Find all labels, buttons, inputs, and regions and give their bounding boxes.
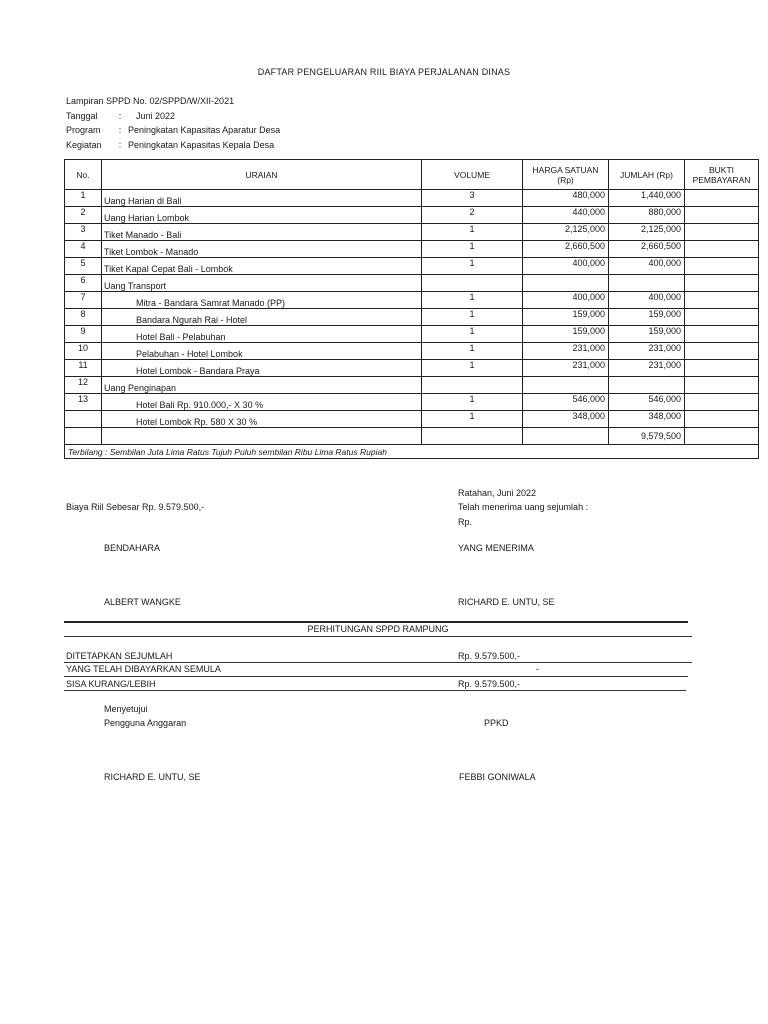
meta-key: Program	[66, 125, 101, 135]
table-row	[65, 411, 759, 428]
row-jumlah: 231,000	[609, 343, 685, 360]
row-no: 9	[65, 326, 102, 343]
biaya-riil-statement: Biaya Riil Sebesar Rp. 9.579.500,-	[66, 502, 205, 512]
row-jumlah: 400,000	[609, 292, 685, 309]
row-harga-satuan	[523, 275, 609, 292]
row-uraian: Uang Transport	[102, 275, 422, 292]
row-no: 11	[65, 360, 102, 377]
table-row	[65, 309, 759, 326]
penerima-name: RICHARD E. UNTU, SE	[458, 597, 555, 607]
table-row	[65, 224, 759, 241]
row-harga-satuan	[523, 377, 609, 394]
row-bukti	[685, 258, 759, 275]
table-row	[65, 343, 759, 360]
row-uraian: Pelabuhan - Hotel Lombok	[102, 343, 422, 360]
row-uraian: Uang Harian Lombok	[102, 207, 422, 224]
row-harga-satuan: 2,125,000	[523, 224, 609, 241]
menyetujui-label: Menyetujui	[104, 704, 148, 714]
row-volume	[422, 275, 523, 292]
row-uraian: Uang Penginapan	[102, 377, 422, 394]
place-date: Ratahan, Juni 2022	[458, 488, 537, 498]
row-jumlah: 1,440,000	[609, 190, 685, 207]
row-no: 13	[65, 394, 102, 411]
total-uraian-cell	[102, 428, 422, 445]
row-uraian: Tiket Lombok - Manado	[102, 241, 422, 258]
penerima-role: YANG MENERIMA	[458, 543, 534, 553]
row-bukti	[685, 343, 759, 360]
row-volume: 3	[422, 190, 523, 207]
row-volume: 1	[422, 394, 523, 411]
row-harga-satuan: 546,000	[523, 394, 609, 411]
row-harga-satuan: 400,000	[523, 258, 609, 275]
table-header-row	[65, 160, 759, 190]
row-jumlah: 2,125,000	[609, 224, 685, 241]
row-bukti	[685, 309, 759, 326]
row-volume: 1	[422, 343, 523, 360]
row-no	[65, 411, 102, 428]
header-volume: VOLUME	[422, 160, 523, 190]
row-harga-satuan: 440,000	[523, 207, 609, 224]
rampung-title-divider	[64, 636, 692, 637]
terbilang-row	[65, 445, 759, 459]
header-uraian: URAIAN	[102, 160, 422, 190]
rampung-label-sisa: SISA KURANG/LEBIH	[66, 679, 156, 689]
table-row	[65, 394, 759, 411]
row-uraian: Hotel Bali Rp. 910.000,- X 30 %	[102, 394, 422, 411]
row-jumlah	[609, 275, 685, 292]
meta-sep: :	[118, 139, 122, 150]
meta-sep: :	[118, 110, 122, 121]
row-volume: 1	[422, 292, 523, 309]
row-volume: 1	[422, 258, 523, 275]
row-volume: 1	[422, 241, 523, 258]
row-uraian: Hotel Bali - Pelabuhan	[102, 326, 422, 343]
meta-row-kegiatan	[66, 138, 280, 153]
total-bukti-cell	[685, 428, 759, 445]
row-harga-satuan: 159,000	[523, 309, 609, 326]
document-meta	[66, 94, 280, 152]
row-no: 6	[65, 275, 102, 292]
meta-value: Juni 2022	[136, 110, 176, 121]
row-bukti	[685, 326, 759, 343]
row-uraian: Hotel Lombok Rp. 580 X 30 %	[102, 411, 422, 428]
row-no: 2	[65, 207, 102, 224]
row-bukti	[685, 241, 759, 258]
row-volume: 1	[422, 326, 523, 343]
row-volume: 1	[422, 411, 523, 428]
ppkd-name: FEBBI GONIWALA	[459, 772, 536, 782]
table-row	[65, 207, 759, 224]
row-jumlah: 400,000	[609, 258, 685, 275]
header-no: No.	[65, 160, 102, 190]
header-bukti-pembayaran: BUKTI PEMBAYARAN	[685, 160, 759, 190]
row-jumlah	[609, 377, 685, 394]
row-harga-satuan: 348,000	[523, 411, 609, 428]
meta-row-tanggal	[66, 109, 280, 124]
row-harga-satuan: 159,000	[523, 326, 609, 343]
row-no: 5	[65, 258, 102, 275]
meta-key: Kegiatan	[66, 139, 102, 150]
table-row	[65, 326, 759, 343]
row-uraian: Uang Harian di Bali	[102, 190, 422, 207]
row-no: 3	[65, 224, 102, 241]
document-title: DAFTAR PENGELUARAN RIIL BIAYA PERJALANAN DINAS	[257, 67, 511, 77]
header-harga-satuan: HARGA SATUAN (Rp)	[523, 160, 609, 190]
header-jumlah: JUMLAH (Rp)	[609, 160, 685, 190]
table-row	[65, 241, 759, 258]
terbilang-text: Terbilang : Sembilan Juta Lima Ratus Tujuh Puluh sembilan Ribu Lima Ratus Rupiah	[65, 445, 759, 459]
meta-value: Peningkatan Kapasitas Aparatur Desa	[128, 125, 281, 135]
table-row	[65, 360, 759, 377]
rampung-bottom-divider	[64, 690, 686, 691]
bendahara-name: ALBERT WANGKE	[104, 597, 181, 607]
row-bukti	[685, 190, 759, 207]
total-jumlah: 9,579,500	[609, 428, 685, 445]
row-harga-satuan: 480,000	[523, 190, 609, 207]
rampung-label-ditetapkan: DITETAPKAN SEJUMLAH	[66, 651, 173, 661]
row-bukti	[685, 275, 759, 292]
meta-value: Peningkatan Kapasitas Kepala Desa	[128, 139, 275, 150]
rampung-value-dibayarkan: -	[536, 664, 539, 674]
rampung-divider	[64, 676, 688, 677]
row-harga-satuan: 231,000	[523, 343, 609, 360]
pengguna-anggaran-name: RICHARD E. UNTU, SE	[104, 772, 201, 782]
meta-key: Tanggal	[66, 110, 98, 121]
row-jumlah: 880,000	[609, 207, 685, 224]
row-no: 8	[65, 309, 102, 326]
row-jumlah: 231,000	[609, 360, 685, 377]
row-uraian: Tiket Kapal Cepat Bali - Lombok	[102, 258, 422, 275]
row-jumlah: 2,660,500	[609, 241, 685, 258]
row-bukti	[685, 224, 759, 241]
bendahara-role: BENDAHARA	[104, 543, 161, 553]
row-uraian: Tiket Manado - Bali	[102, 224, 422, 241]
table-row	[65, 377, 759, 394]
ppkd-role: PPKD	[484, 718, 509, 728]
row-volume: 1	[422, 224, 523, 241]
rampung-value-ditetapkan: Rp. 9.579.500,-	[458, 651, 521, 661]
row-no: 1	[65, 190, 102, 207]
table-row	[65, 190, 759, 207]
row-bukti	[685, 292, 759, 309]
total-row	[65, 428, 759, 445]
meta-row-program	[66, 123, 280, 138]
total-volume-cell	[422, 428, 523, 445]
row-no: 4	[65, 241, 102, 258]
row-bukti	[685, 411, 759, 428]
rampung-divider	[64, 662, 692, 663]
row-volume: 2	[422, 207, 523, 224]
row-bukti	[685, 394, 759, 411]
row-no: 7	[65, 292, 102, 309]
expense-table	[64, 159, 759, 459]
row-bukti	[685, 377, 759, 394]
rampung-value-sisa: Rp. 9.579.500,-	[458, 679, 521, 689]
meta-sep: :	[118, 125, 122, 135]
row-bukti	[685, 360, 759, 377]
row-harga-satuan: 231,000	[523, 360, 609, 377]
row-harga-satuan: 2,660,500	[523, 241, 609, 258]
row-volume	[422, 377, 523, 394]
row-jumlah: 159,000	[609, 309, 685, 326]
table-row	[65, 275, 759, 292]
row-jumlah: 159,000	[609, 326, 685, 343]
row-uraian: Mitra - Bandara Samrat Manado (PP)	[102, 292, 422, 309]
row-jumlah: 546,000	[609, 394, 685, 411]
row-jumlah: 348,000	[609, 411, 685, 428]
rampung-top-divider	[64, 621, 688, 623]
rampung-label-dibayarkan: YANG TELAH DIBAYARKAN SEMULA	[66, 664, 221, 674]
row-no: 10	[65, 343, 102, 360]
pengguna-anggaran-role: Pengguna Anggaran	[104, 718, 187, 728]
row-bukti	[685, 207, 759, 224]
row-volume: 1	[422, 309, 523, 326]
total-harga-cell	[523, 428, 609, 445]
rampung-title: PERHITUNGAN SPPD RAMPUNG	[307, 624, 449, 634]
table-row	[65, 258, 759, 275]
total-no-cell	[65, 428, 102, 445]
row-volume: 1	[422, 360, 523, 377]
row-no: 12	[65, 377, 102, 394]
row-uraian: Hotel Lombok - Bandara Praya	[102, 360, 422, 377]
row-harga-satuan: 400,000	[523, 292, 609, 309]
received-amount: Rp.	[458, 517, 473, 527]
lampiran-line: Lampiran SPPD No. 02/SPPD/W/XII-2021	[66, 96, 235, 106]
table-row	[65, 292, 759, 309]
received-statement: Telah menerima uang sejumlah :	[458, 502, 589, 512]
row-uraian: Bandara Ngurah Rai - Hotel	[102, 309, 422, 326]
